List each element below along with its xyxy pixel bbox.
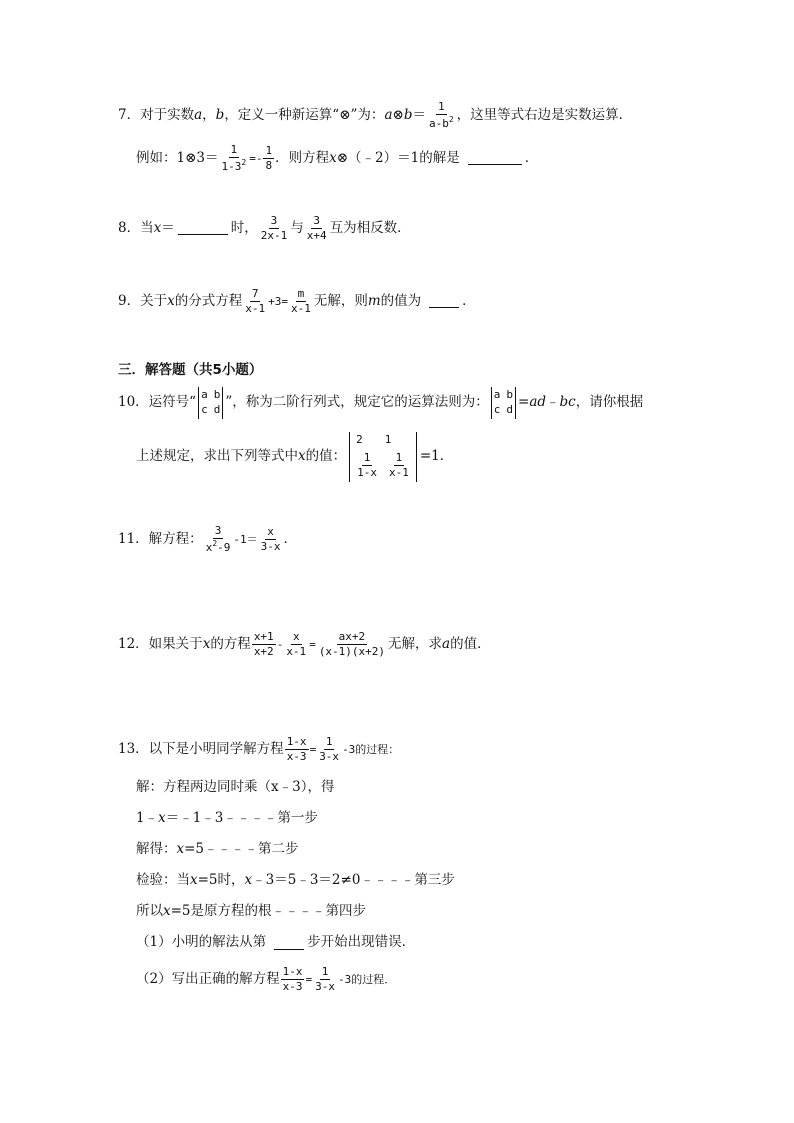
section-heading: 三．解答题（共5小题） [118,362,263,378]
q8-line: 8．当 x ＝ 时， $\frac{3}{2x-1}$ 与 $\frac{3}{x+4}$ 互为相反数． [118,214,411,242]
q12-line: 12．如果关于 x 的方程 $\frac{x+1}{x+2}$ - $\frac{x}{x-1}$ = $\frac{ax+2}{(x-1)(x+2)}$ 无解，求 a 的值． [118,630,491,658]
q7-line1: 7．对于实数 a ， b ，定义一种新运算“⊗”为： a ⊗ b ＝ $\frac{1}{a-b^2}$ ，这里等式右边是实数运算． [118,100,633,130]
q13-fraction-2: $\frac{1}{3-x}$ [319,735,340,763]
q7-line2: 例如：1⊗3＝ $\frac{1}{1-3^2}$ =- $\frac{1}{8}$ ．则方程 x ⊗（﹣2）＝1的解是 ． [136,143,539,173]
q10-determinant-equation: 2 1 $\frac{1}{1-x}$ $\frac{1}{x-1}$ [349,432,417,482]
q11-line: 11．解方程： $\frac{3}{x^2-9}$ -1＝ $\frac{x}{3-x}$ ． [118,524,298,554]
q13-answer-blank[interactable] [274,936,304,950]
q13-step0: 解：方程两边同时乘（x﹣3），得 [136,779,335,795]
q13-fraction-1: $\frac{1-x}{x-3}$ [286,735,307,763]
q13-step1: 1﹣ x ＝﹣1﹣3﹣﹣﹣﹣第一步 [136,810,318,826]
q7-fraction: $\frac{1}{a-b^2}$ [428,100,454,130]
q9-fraction-2: $\frac{m}{x-1}$ [290,287,311,315]
q7-example-fraction: $\frac{1}{1-3^2}$ [221,143,247,173]
q8-fraction-1: $\frac{3}{2x-1}$ [260,214,288,242]
q13-step2: 解得： x =5﹣﹣﹣﹣第二步 [136,841,299,857]
q8-answer-blank[interactable] [178,221,228,235]
q13-step3: 检验：当 x =5时， x ﹣3＝5﹣3＝2≠0﹣﹣﹣﹣第三步 [136,872,455,888]
q9-line: 9．关于 x 的分式方程 $\frac{7}{x-1}$ +3= $\frac{m}{x-1}$ 无解，则 m 的值为 ． [118,287,476,315]
q7-answer-blank[interactable] [468,151,522,165]
q12-fraction-3: $\frac{ax+2}{(x-1)(x+2)}$ [318,630,386,658]
q10-determinant-rule: a b c d [491,387,516,419]
q9-fraction-1: $\frac{7}{x-1}$ [245,287,266,315]
q11-fraction-1: $\frac{3}{x^2-9}$ [205,524,231,554]
q10-line2: 上述规定，求出下列等式中 x 的值： 2 1 $\frac{1}{1-x}$ $\frac{1}{x-1}$ =1． [136,432,453,482]
q7-example-result: $\frac{1}{8}$ [265,144,273,172]
q13-step4: 所以 x =5是原方程的根﹣﹣﹣﹣第四步 [136,903,367,919]
q10-determinant-symbol: a b c d [198,387,223,419]
q10-line1: 10．运符号“ a b c d ”，称为二阶行列式，规定它的运算法则为： a b c d = ad ﹣ bc ，请你根据 [118,387,643,419]
q12-fraction-1: $\frac{x+1}{x+2}$ [253,630,274,658]
q13-part2: （2）写出正确的解方程 $\frac{1-x}{x-3}$ = $\frac{1}{3-x}$ -3的过程． [136,965,396,993]
q13-part2-fraction-2: $\frac{1}{3-x}$ [315,965,335,993]
q12-fraction-2: $\frac{x}{x-1}$ [286,630,307,658]
q13-line: 13．以下是小明同学解方程 $\frac{1-x}{x-3}$ = $\frac{1}{3-x}$ -3的过程： [118,735,400,763]
q11-fraction-2: $\frac{x}{3-x}$ [260,525,281,553]
q8-fraction-2: $\frac{3}{x+4}$ [306,214,327,242]
q13-part2-fraction-1: $\frac{1-x}{x-3}$ [282,965,303,993]
q9-answer-blank[interactable] [429,294,459,308]
q13-part1: （1）小明的解法从第 步开始出现错误． [136,934,416,951]
